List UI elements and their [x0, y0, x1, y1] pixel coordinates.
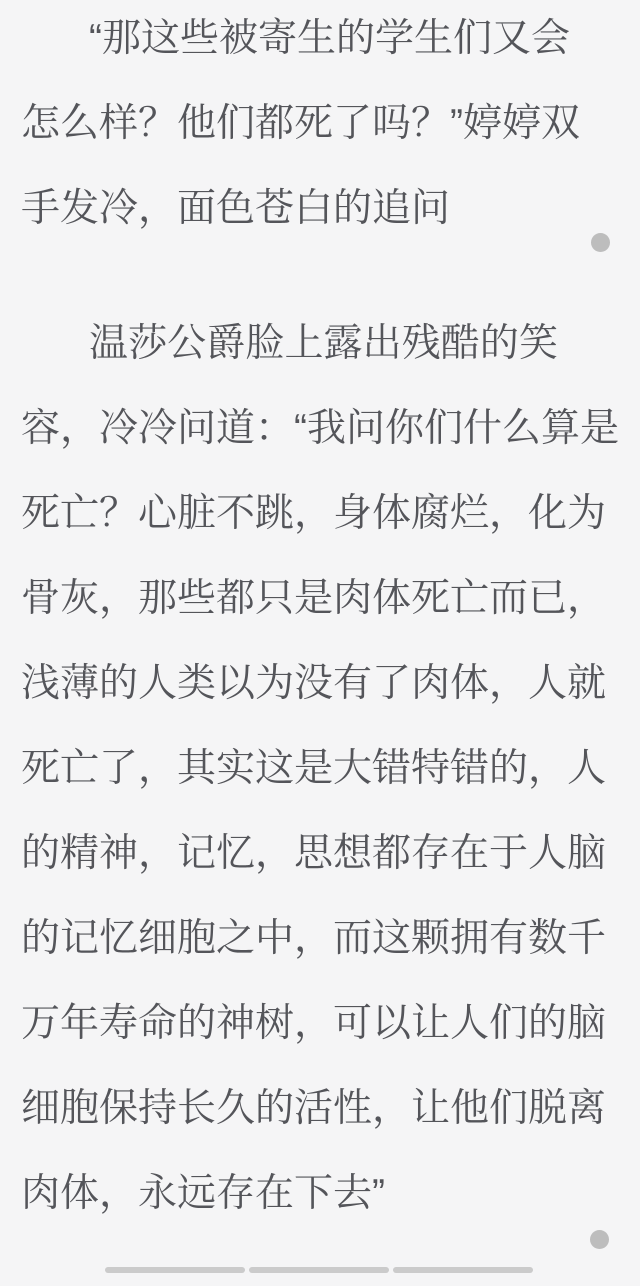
text-line: 骨灰，那些都只是肉体死亡而已， [21, 577, 607, 620]
text-line: 死亡？心脏不跳，身体腐烂，化为 [21, 492, 607, 535]
text-line: 万年寿命的神树，可以让人们的脑 [21, 1002, 607, 1045]
progress-segment [249, 1267, 389, 1273]
text-line: “那这些被寄生的学生们又会 [89, 17, 570, 60]
paragraph-comment-dot[interactable] [590, 1230, 609, 1249]
text-line: 容，冷冷问道：“我问你们什么算是 [21, 407, 619, 450]
text-line: 的精神，记忆，思想都存在于人脑 [21, 832, 607, 875]
paragraph-comment-dot[interactable] [591, 233, 610, 252]
text-line: 温莎公爵脸上露出残酷的笑 [89, 322, 558, 365]
text-line: 的记忆细胞之中，而这颗拥有数千 [21, 917, 607, 960]
text-line: 细胞保持长久的活性，让他们脱离 [21, 1087, 607, 1130]
text-line: 死亡了，其实这是大错特错的，人 [21, 747, 607, 790]
chapter-progress-indicator [105, 1267, 533, 1273]
text-line: 手发冷，面色苍白的追问 [21, 187, 451, 230]
paragraph [21, 301, 619, 1236]
text-line: 肉体，永远存在下去” [21, 1172, 385, 1215]
paragraph [21, 0, 580, 251]
progress-segment [393, 1267, 533, 1273]
reader-text [21, 0, 619, 1286]
progress-segment [105, 1267, 245, 1273]
text-line: 怎么样？他们都死了吗？”婷婷双 [21, 102, 580, 145]
text-line: 浅薄的人类以为没有了肉体，人就 [21, 662, 607, 705]
